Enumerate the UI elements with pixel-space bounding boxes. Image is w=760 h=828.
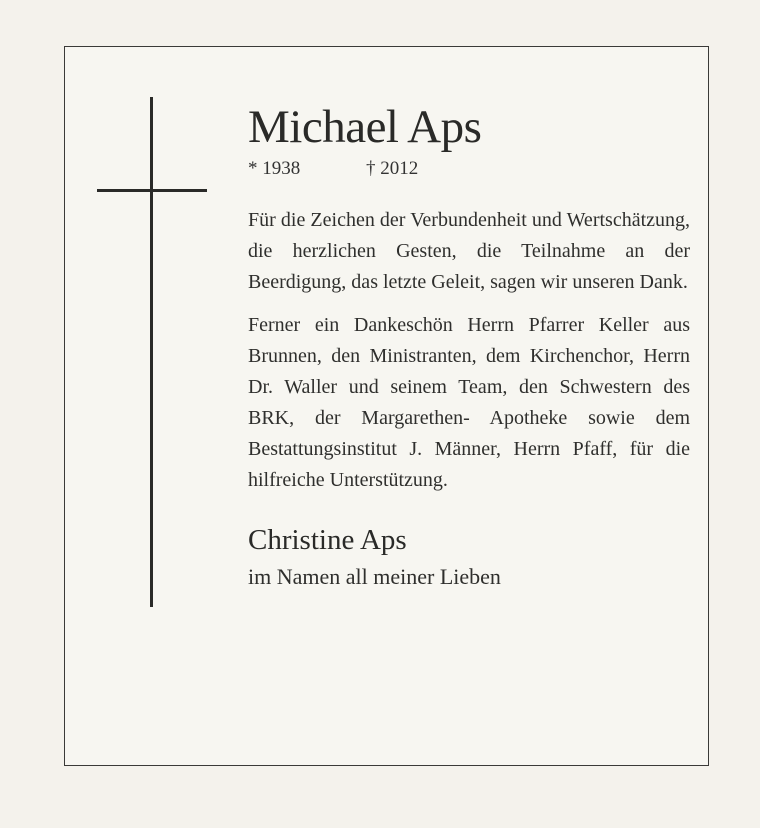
death-year: † 2012 [366, 158, 419, 179]
cross-horizontal-bar [97, 189, 207, 192]
cross-vertical-bar [150, 97, 153, 607]
deceased-name: Michael Aps [248, 101, 482, 153]
thanks-paragraph: Für die Zeichen der Verbundenheit und Wertschätzung, die herzlichen Gesten, die Teilnahme an der Beerdigung, das letzte Geleit, sagen wir unseren Dank. [248, 209, 690, 293]
life-dates [248, 157, 690, 181]
birth-year: * 1938 [248, 158, 301, 179]
acknowledgements-paragraph: Ferner ein Dankeschön Herrn Pfarrer Keller aus Brunnen, den Ministranten, dem Kirchenchor, Herrn Dr. Waller und seinem Team, den Schwestern des BRK, der Margarethen- Apotheke sowie dem Bestattungsinstitut J. Männer, Herrn Pfaff, für die hilfreiche Unterstützung. [248, 314, 690, 491]
signer-name: Christine Aps [248, 524, 407, 556]
notice-content [248, 99, 690, 592]
cross-icon [97, 97, 207, 607]
obituary-notice [64, 46, 709, 766]
signer-note: im Namen all meiner Lieben [248, 564, 501, 589]
